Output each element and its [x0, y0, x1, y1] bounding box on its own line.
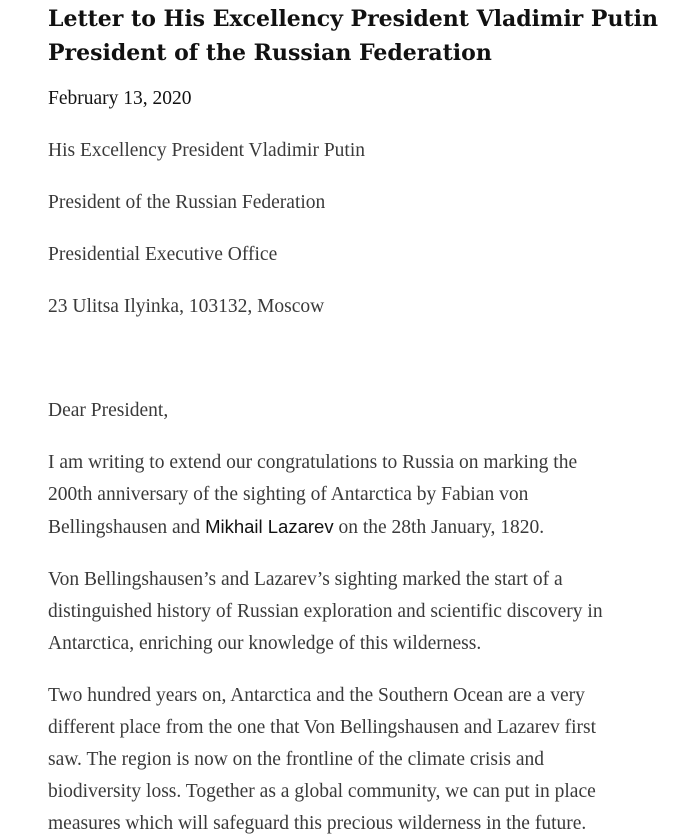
paragraph-line: I am writing to extend our congratulations to Russia on marking the	[48, 452, 578, 473]
address-line-title: President of the Russian Federation	[48, 192, 326, 213]
paragraph-history	[48, 564, 696, 660]
paragraph-line: saw. The region is now on the frontline of the climate crisis and	[48, 749, 545, 770]
letter-page	[48, 0, 696, 840]
paragraph-text: on the 28th January, 1820.	[333, 517, 545, 538]
address-line-street: 23 Ulitsa Ilyinka, 103132, Moscow	[48, 296, 325, 317]
title-line-2: President of the Russian Federation	[48, 40, 492, 66]
mikhail-lazarev-link[interactable]: Mikhail Lazarev	[205, 516, 334, 537]
paragraph-line: distinguished history of Russian exploration and scientific discovery in	[48, 601, 603, 622]
page-title	[48, 0, 696, 70]
address-line-office: Presidential Executive Office	[48, 244, 278, 265]
letter-date: February 13, 2020	[48, 88, 192, 109]
paragraph-line: measures which will safeguard this precious wilderness in the future.	[48, 813, 587, 834]
paragraph-line: Antarctica, enriching our knowledge of this wilderness.	[48, 633, 482, 654]
paragraph-line	[48, 511, 696, 544]
paragraph-congratulations	[48, 447, 696, 544]
paragraph-climate	[48, 680, 696, 840]
paragraph-line: 200th anniversary of the sighting of Antarctica by Fabian von	[48, 484, 529, 505]
paragraph-line: biodiversity loss. Together as a global community, we can put in place	[48, 781, 596, 802]
paragraph-line: Von Bellingshausen’s and Lazarev’s sighting marked the start of a	[48, 569, 563, 590]
paragraph-line: different place from the one that Von Bellingshausen and Lazarev first	[48, 717, 596, 738]
salutation: Dear President,	[48, 400, 169, 421]
address-line-name: His Excellency President Vladimir Putin	[48, 140, 366, 161]
paragraph-text: Bellingshausen and	[48, 517, 206, 538]
paragraph-line: Two hundred years on, Antarctica and the Southern Ocean are a very	[48, 685, 585, 706]
title-line-1: Letter to His Excellency President Vladimir Putin	[48, 6, 658, 32]
